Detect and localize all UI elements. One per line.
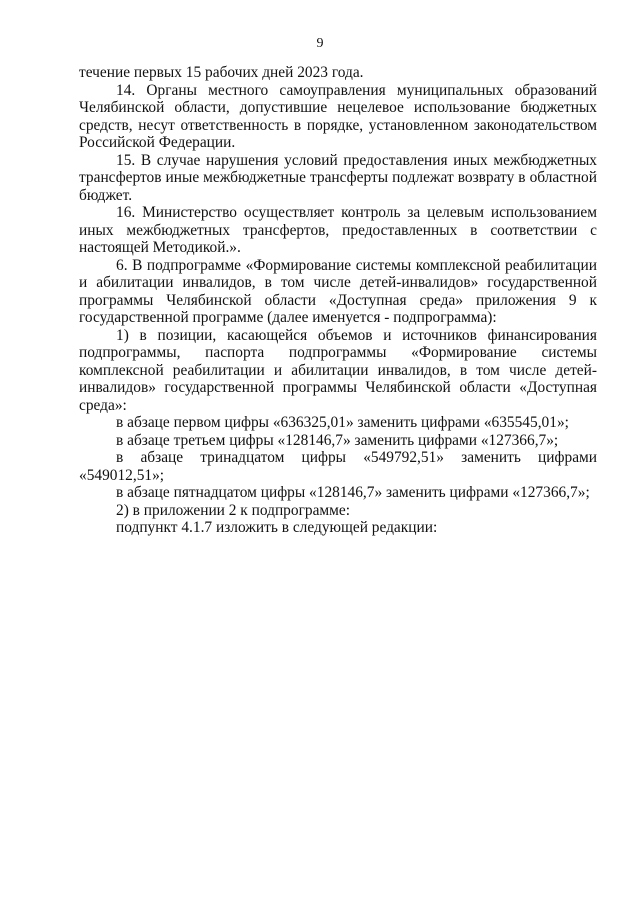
paragraph: течение первых 15 рабочих дней 2023 года. [79, 64, 364, 81]
paragraph: в абзаце первом цифры «636325,01» заменить цифрами «635545,01»; [116, 414, 569, 431]
page-number: 9 [316, 36, 324, 51]
paragraph: в абзаце тринадцатом цифры «549792,51» заменить цифрами «549012,51»; [79, 449, 597, 484]
paragraph: 16. Министерство осуществляет контроль за целевым использованием иных межбюджетных трансфертов, предоставленных в соответствии с настоящей Методикой.». [79, 204, 597, 256]
paragraph: 6. В подпрограмме «Формирование системы комплексной реабилитации и абилитации инвалидов, в том числе детей-инвалидов» государственной программы Челябинской области «Доступная среда» приложения 9 к государственной программе (далее именуется - подпрограмма): [79, 256, 597, 326]
paragraph: в абзаце пятнадцатом цифры «128146,7» заменить цифрами «127366,7»; [116, 484, 590, 501]
paragraph: 15. В случае нарушения условий предоставления иных межбюджетных трансфертов иные межбюджетные трансферты подлежат возврату в областной бюджет. [79, 151, 597, 204]
paragraph: подпункт 4.1.7 изложить в следующей редакции: [116, 519, 438, 536]
paragraph: 14. Органы местного самоуправления муниципальных образований Челябинской области, допустившие нецелевое использование бюджетных средств, несут ответственность в порядке, установленном законодательством Российской Федерации. [79, 81, 597, 151]
paragraph: 2) в приложении 2 к подпрограмме: [116, 501, 351, 519]
paragraph: в абзаце третьем цифры «128146,7» заменить цифрами «127366,7»; [116, 431, 559, 449]
paragraph: 1) в позиции, касающейся объемов и источников финансирования подпрограммы, паспорта подпрограммы «Формирование системы комплексной реабилитации и абилитации инвалидов, в том числе детей-инвалидов» государственной программы Челябинской области «Доступная среда»: [79, 326, 597, 414]
document-body [79, 64, 597, 537]
